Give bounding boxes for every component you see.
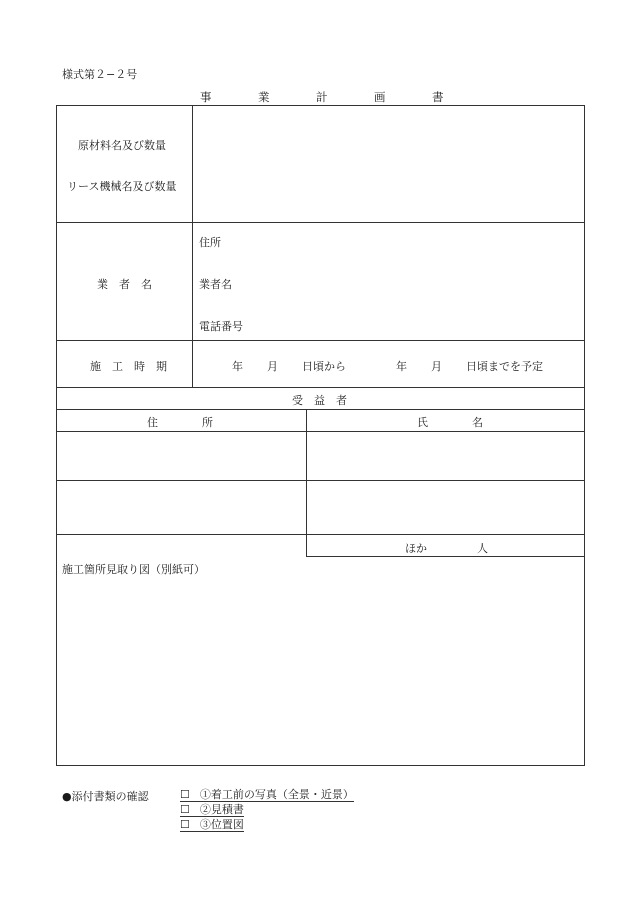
materials-label: 原材料名及び数量	[78, 139, 166, 152]
beneficiary-name-header: 氏 名	[417, 416, 483, 429]
attachment-item	[180, 803, 244, 816]
start-month-unit: 月	[267, 360, 278, 373]
title-char: 書	[432, 90, 444, 104]
attachments-title: ●添付書類の確認	[62, 790, 149, 803]
title-char: 業	[258, 90, 270, 104]
attachment-item	[180, 818, 244, 831]
start-day-text: 日頃から	[302, 360, 346, 373]
attachment-label: ②見積書	[199, 803, 244, 816]
others-label: ほか	[405, 542, 427, 555]
address-label: 住所	[199, 236, 221, 249]
checkbox[interactable]: ☐	[180, 803, 190, 816]
attachment-label: ①着工前の写真（全景・近景）	[199, 788, 354, 801]
lease-machines-label: リース機械名及び数量	[67, 180, 177, 193]
others-unit: 人	[477, 542, 488, 555]
site-map-label: 施工箇所見取り図（別紙可）	[62, 563, 205, 576]
end-year-unit: 年	[396, 360, 407, 373]
contractor-label: 業 者 名	[97, 278, 152, 291]
attachment-item	[180, 788, 354, 801]
title-char: 計	[316, 90, 328, 104]
checkbox[interactable]: ☐	[180, 818, 190, 831]
end-month-unit: 月	[431, 360, 442, 373]
attachment-row	[180, 818, 244, 832]
attachment-row	[180, 803, 244, 817]
checkbox[interactable]: ☐	[180, 788, 190, 801]
form-id: 様式第２−２号	[62, 68, 138, 81]
beneficiaries-label: 受 益 者	[292, 394, 347, 407]
start-year-unit: 年	[232, 360, 243, 373]
title-char: 画	[374, 90, 386, 104]
title-char: 事	[200, 90, 212, 104]
end-day-text: 日頃までを予定	[466, 360, 543, 373]
construction-period-label: 施 工 時 期	[90, 360, 167, 373]
document-title	[200, 89, 490, 105]
attachment-row	[180, 788, 354, 802]
beneficiary-address-header: 住 所	[147, 416, 213, 429]
company-name-label: 業者名	[199, 278, 232, 291]
attachment-label: ③位置図	[199, 818, 244, 831]
phone-label: 電話番号	[199, 320, 243, 333]
